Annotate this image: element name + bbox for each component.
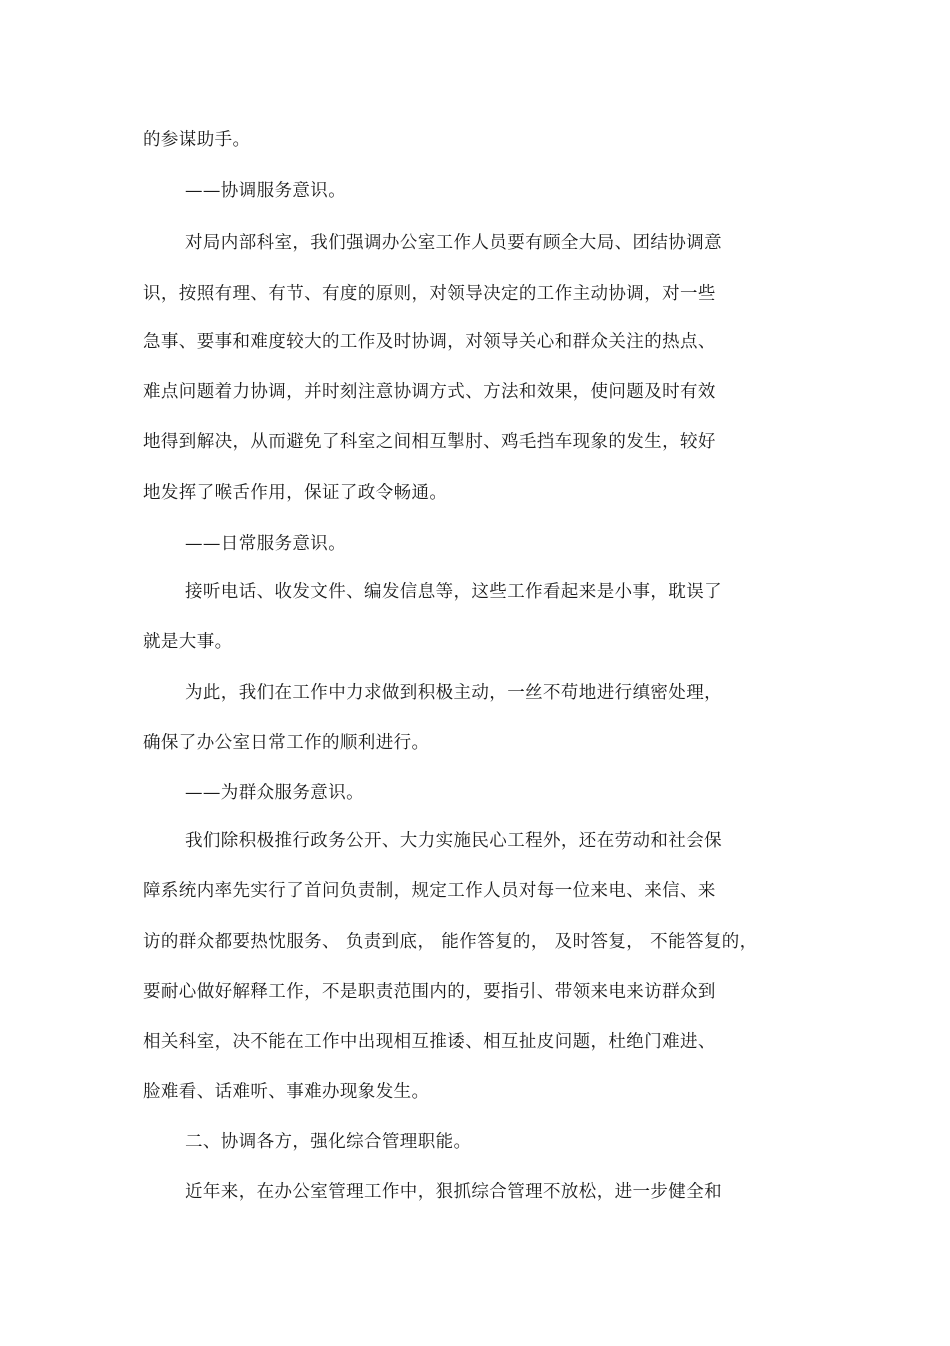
text-line: 要耐心做好解释工作，不是职责范围内的，要指引、带领来电来访群众到 — [143, 982, 716, 1002]
text-line: 地发挥了喉舌作用，保证了政令畅通。 — [143, 483, 448, 503]
text-line: 识，按照有理、有节、有度的原则，对领导决定的工作主动协调，对一些 — [143, 284, 716, 304]
text-line: 近年来，在办公室管理工作中，狠抓综合管理不放松，进一步健全和 — [185, 1182, 722, 1202]
text-line: 相关科室，决不能在工作中出现相互推诿、相互扯皮问题，杜绝门难进、 — [143, 1032, 716, 1052]
text-line: 的参谋助手。 — [143, 130, 251, 150]
section-heading: ——协调服务意识。 — [185, 181, 347, 201]
text-line: 就是大事。 — [143, 632, 233, 652]
text-line: 确保了办公室日常工作的顺利进行。 — [143, 733, 430, 753]
text-line: 地得到解决，从而避免了科室之间相互掣肘、鸡毛挡车现象的发生，较好 — [143, 432, 716, 452]
text-line: 我们除积极推行政务公开、大力实施民心工程外，还在劳动和社会保 — [185, 831, 722, 851]
text-line: 对局内部科室，我们强调办公室工作人员要有顾全大局、团结协调意 — [185, 233, 722, 253]
text-line: 障系统内率先实行了首问负责制，规定工作人员对每一位来电、来信、来 — [143, 881, 716, 901]
text-line: 接听电话、收发文件、编发信息等，这些工作看起来是小事，耽误了 — [185, 582, 722, 602]
text-line: 为此，我们在工作中力求做到积极主动，一丝不苟地进行缜密处理， — [185, 683, 722, 703]
section-heading: ——日常服务意识。 — [185, 534, 347, 554]
section-heading: 二、协调各方，强化综合管理职能。 — [185, 1132, 472, 1152]
text-line: 脸难看、话难听、事难办现象发生。 — [143, 1082, 430, 1102]
section-heading: ——为群众服务意识。 — [185, 783, 364, 803]
text-line: 难点问题着力协调，并时刻注意协调方式、方法和效果，使问题及时有效 — [143, 382, 716, 402]
text-line: 访的群众都要热忱服务、 负责到底， 能作答复的， 及时答复， 不能答复的， — [143, 932, 758, 952]
text-line: 急事、要事和难度较大的工作及时协调，对领导关心和群众关注的热点、 — [143, 332, 716, 352]
